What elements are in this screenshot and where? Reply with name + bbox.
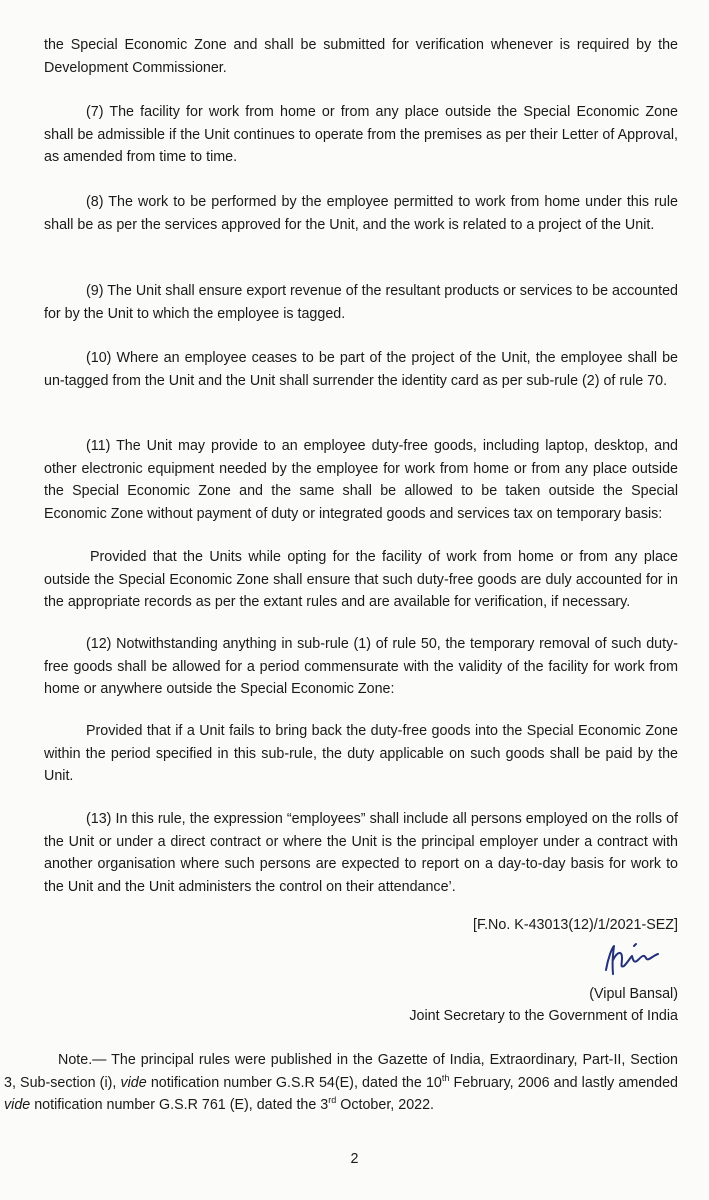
paragraph-12-proviso: Provided that if a Unit fails to bring back the duty-free goods into the Special Economic Zone within the period specified in this sub-rule, the duty applicable on such goods shall be paid by the Unit.	[44, 723, 678, 784]
page-number: 2	[350, 1151, 359, 1167]
paragraph-8: (8) The work to be performed by the employee permitted to work from home under this rule shall be as per the services approved for the Unit, and the work is related to a project of the Unit.	[44, 194, 678, 233]
paragraph-13: (13) In this rule, the expression “employees” shall include all persons employed on the rolls of the Unit or under a direct contract or where the Unit is the principal employer under a contract with another organisation where such persons are expected to report on a day-to-day basis for work to the Unit and the Unit administers the control on their attendance’.	[44, 811, 678, 895]
note-paragraph: Note.— The principal rules were published in the Gazette of India, Extraordinary, Part-II, Section 3, Sub-section (i), vide notification number G.S.R 54(E), dated the 10th February, 2006 and lastly amended vide notification number G.S.R 761 (E), dated the 3rd October, 2022.	[4, 1052, 678, 1113]
paragraph-10: (10) Where an employee ceases to be part of the project of the Unit, the employee shall be un-tagged from the Unit and the Unit shall surrender the identity card as per sub-rule (2) of rule 70.	[44, 350, 678, 389]
paragraph-9: (9) The Unit shall ensure export revenue of the resultant products or services to be accounted for by the Unit to which the employee is tagged.	[44, 283, 678, 322]
paragraph-7: (7) The facility for work from home or from any place outside the Special Economic Zone shall be admissible if the Unit continues to operate from the premises as per their Letter of Approval, as amended from time to time.	[44, 104, 678, 165]
signatory-designation: Joint Secretary to the Government of India	[409, 1008, 678, 1024]
signature-image	[600, 940, 682, 978]
paragraph-11-proviso: Provided that the Units while opting for the facility of work from home or from any place outside the Special Economic Zone shall ensure that such duty-free goods are duly accounted for in the appropriate records as per the extant rules and are available for verification, if necessary.	[44, 549, 678, 610]
signatory-name: (Vipul Bansal)	[589, 986, 678, 1002]
paragraph-12: (12) Notwithstanding anything in sub-rule (1) of rule 50, the temporary removal of such duty-free goods shall be allowed for a period commensurate with the validity of the facility for work from home or anywhere outside the Special Economic Zone:	[44, 636, 678, 697]
paragraph-11: (11) The Unit may provide to an employee duty-free goods, including laptop, desktop, and other electronic equipment needed by the employee for work from home or from any place outside the Special Economic Zone and the same shall be allowed to be taken outside the Special Economic Zone without payment of duty or integrated goods and services tax on temporary basis:	[44, 438, 678, 522]
paragraph-continuation: the Special Economic Zone and shall be submitted for verification whenever is required by the Development Commissioner.	[44, 37, 678, 76]
file-number: [F.No. K-43013(12)/1/2021-SEZ]	[472, 917, 678, 933]
